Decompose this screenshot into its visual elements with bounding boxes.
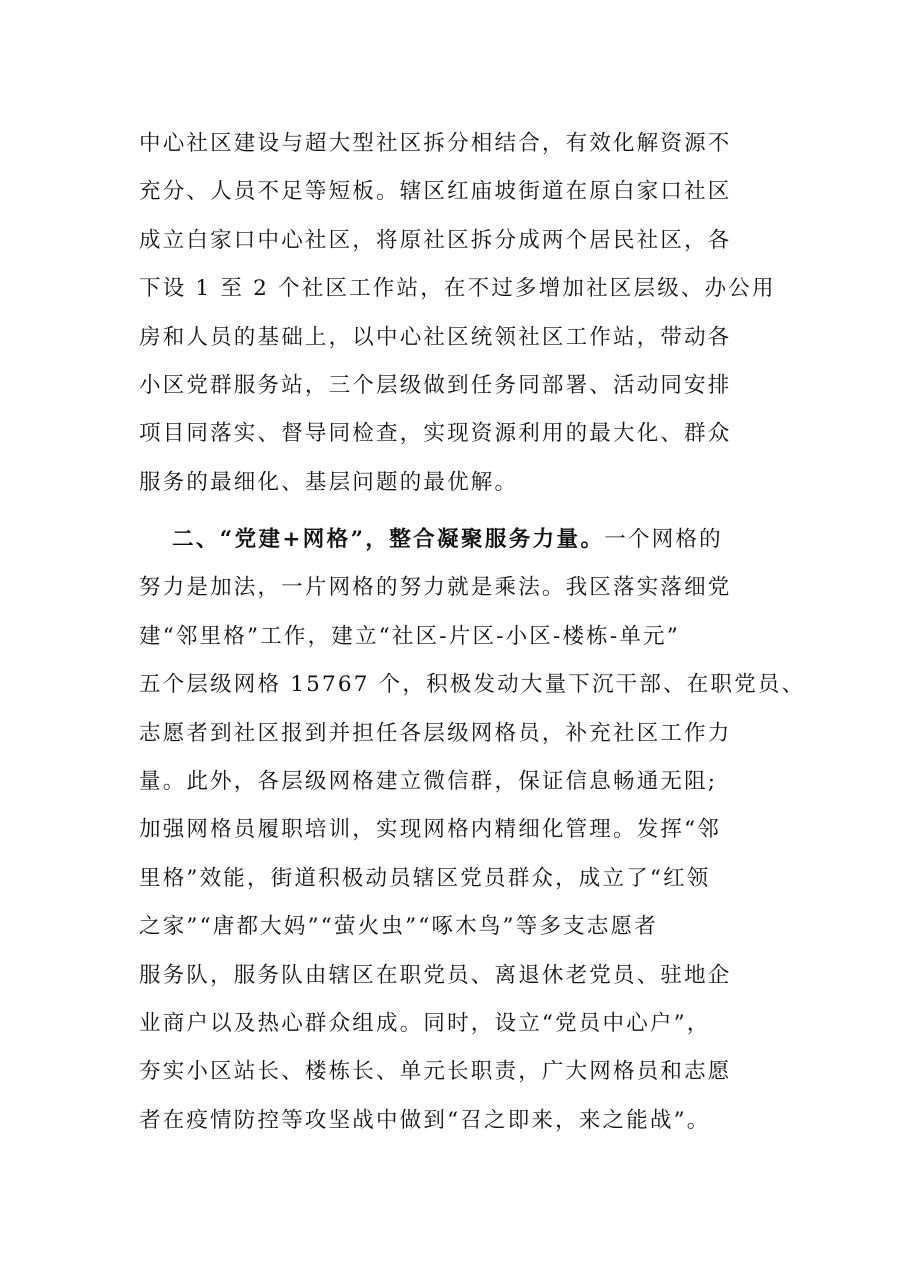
text-line: 努力是加法，一片网格的努力就是乘法。我区落实落细党 [139,575,732,601]
text-line: 充分、人员不足等短板。辖区红庙坡街道在原白家口社区 [139,179,732,205]
text-line: 服务队，服务队由辖区在职党员、离退休老党员、驻地企 [139,962,732,988]
text-line: 下设 1 至 2 个社区工作站，在不过多增加社区层级、办公用 [139,276,776,302]
paragraph-community-restructure [139,120,779,507]
text-line: 者在疫情防控等攻坚战中做到“召之即来，来之能战”。 [139,1107,711,1133]
section-heading: 二、“党建+网格”，整合凝聚服务力量。 [172,527,605,552]
text-line: 建“邻里格”工作，建立“社区-片区-小区-楼栋-单元” [139,623,680,649]
text-line: 业商户以及热心群众组成。同时，设立“党员中心户”， [139,1010,711,1036]
text-line: 量。此外，各层级网格建立微信群，保证信息畅通无阻; [139,768,718,794]
paragraph-party-grid [139,516,806,1145]
text-line: 之家”“唐都大妈”“萤火虫”“啄木鸟”等多支志愿者 [139,914,658,940]
text-line: 五个层级网格 15767 个，积极发动大量下沉干部、在职党员、 [139,672,806,698]
text-line: 成立白家口中心社区，将原社区拆分成两个居民社区，各 [139,227,732,253]
text-line: 小区党群服务站，三个层级做到任务同部署、活动同安排 [139,372,732,398]
text-line: 中心社区建设与超大型社区拆分相结合，有效化解资源不 [139,131,732,156]
text-line: 夯实小区站长、楼栋长、单元长职责，广大网格员和志愿 [139,1059,732,1085]
text-line-first [139,516,779,564]
text-line: 里格”效能，街道积极动员辖区党员群众，成立了“红领 [139,865,711,891]
text-line: 加强网格员履职培训，实现网格内精细化管理。发挥“邻 [139,817,721,843]
text-line: 房和人员的基础上，以中心社区统领社区工作站，带动各 [139,324,732,350]
text-line: 项目同落实、督导同检查，实现资源利用的最大化、群众 [139,421,732,447]
text-line: 服务的最细化、基层问题的最优解。 [139,469,519,495]
text-line: 志愿者到社区报到并担任各层级网格员，补充社区工作力 [139,720,732,746]
heading-trailing-text: 一个网格的 [604,527,723,552]
